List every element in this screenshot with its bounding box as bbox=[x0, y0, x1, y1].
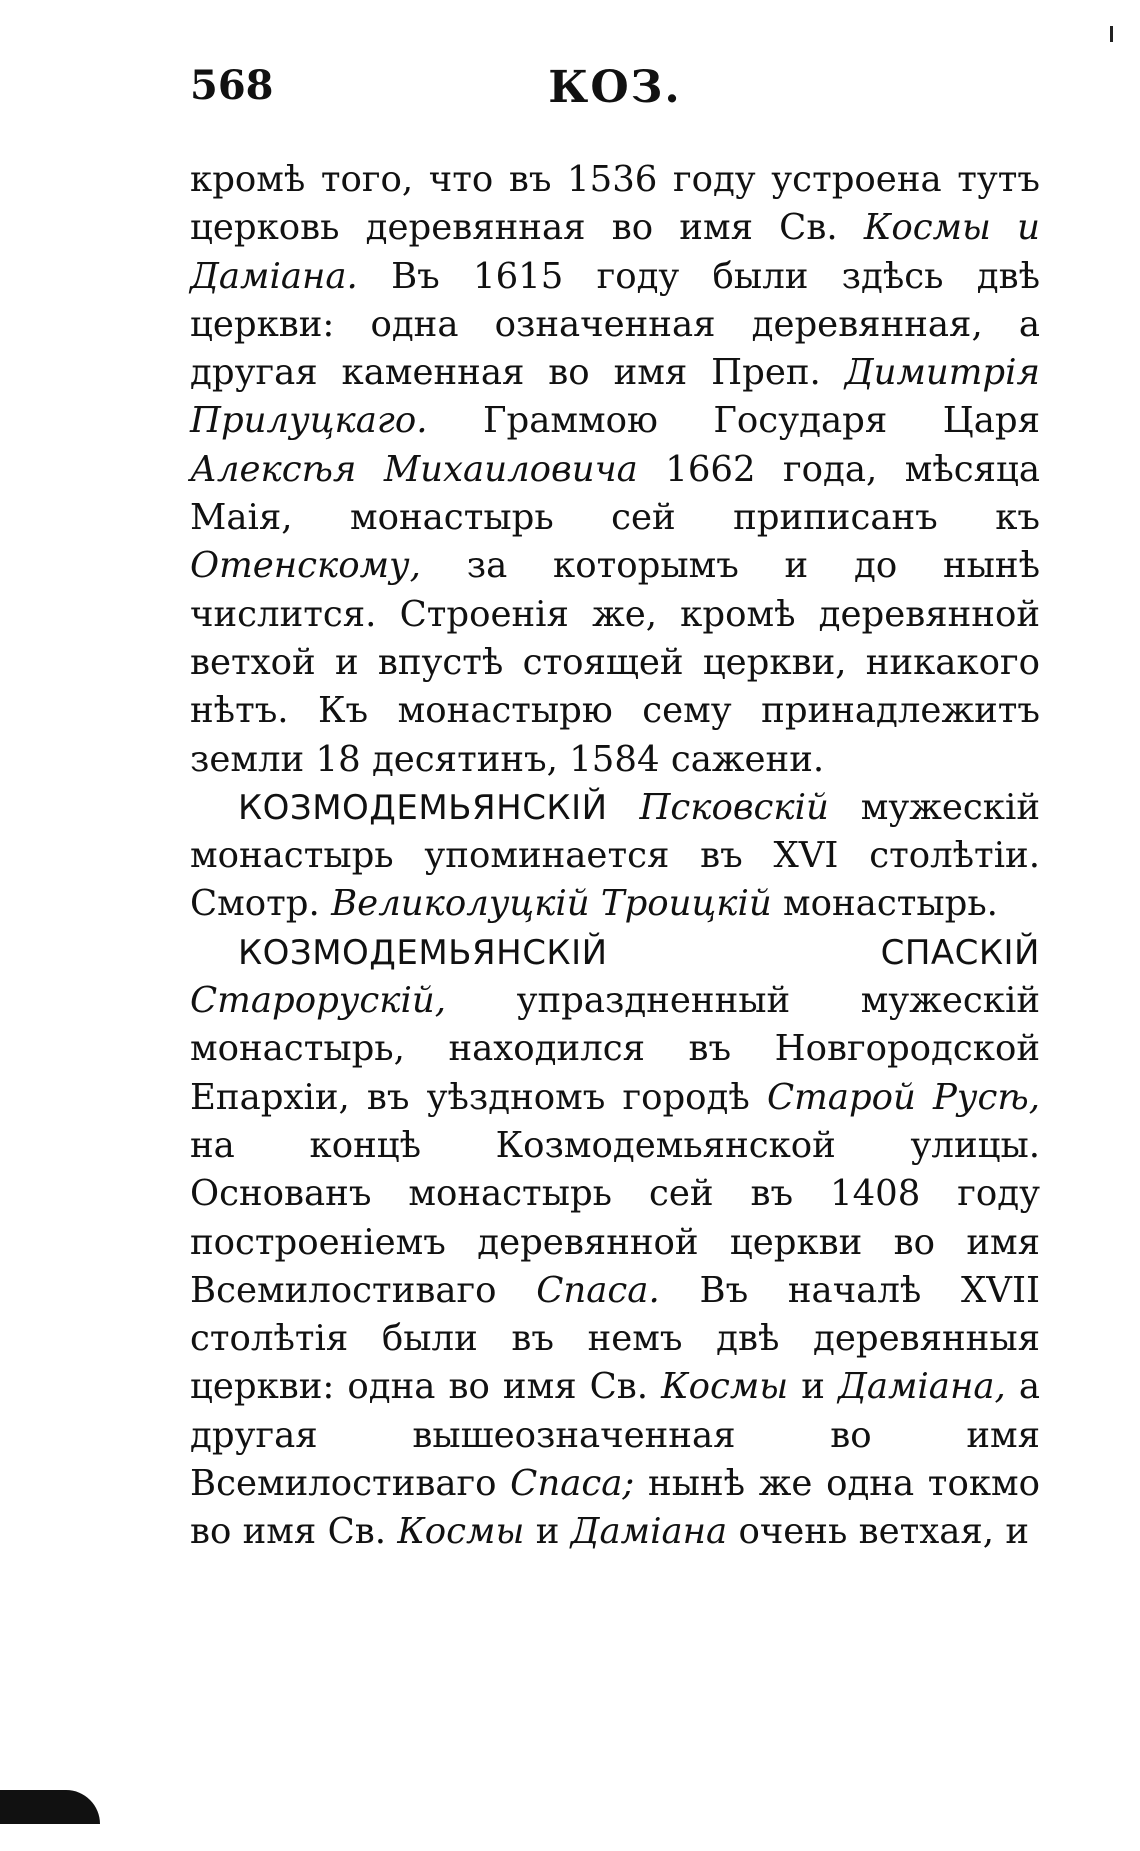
italic-name: Космы bbox=[661, 1366, 789, 1408]
italic-name: Спаса; bbox=[510, 1463, 635, 1505]
page-header bbox=[190, 62, 1050, 122]
paragraph-continuation bbox=[190, 156, 1040, 784]
italic-name: Старой Русѣ, bbox=[766, 1076, 1040, 1118]
italic-name: Алексѣя Михаиловича bbox=[190, 448, 638, 490]
italic-name: Космы bbox=[397, 1511, 525, 1553]
text-run: кромѣ того, что въ 1536 году устроена тутъ церковь деревянная во имя Св. bbox=[190, 159, 1040, 249]
text-run: очень ветхая, и bbox=[727, 1511, 1030, 1553]
text-body bbox=[190, 156, 1040, 1557]
italic-name: Отенскому, bbox=[190, 545, 421, 587]
text-run: и bbox=[524, 1511, 571, 1553]
text-run: Въ началѣ XVII столѣтія были въ немъ двѣ деревянныя церкви: одна во имя Св. bbox=[190, 1269, 1040, 1408]
text-run: нынѣ же одна токмо во имя Св. bbox=[190, 1463, 1040, 1553]
italic-name: Космы и Даміана. bbox=[190, 207, 1040, 297]
italic-name: Даміана, bbox=[837, 1366, 1006, 1408]
italic-name: Псковскій bbox=[639, 786, 829, 828]
text-run: Граммою Государя Царя bbox=[427, 400, 1040, 442]
text-run: на концѣ Козмодемьянской улицы. Основанъ монастырь сей въ 1408 году построеніемъ деревянной церкви во имя Всемилостиваго bbox=[190, 1124, 1040, 1311]
text-run: мужескій монастырь упоминается въ XVI столѣтіи. Смотр. bbox=[190, 786, 1040, 925]
italic-name: Димитрія Прилуцкаго. bbox=[190, 352, 1040, 442]
text-run: упраздненный мужескій монастырь, находился въ Новгородской Епархіи, въ уѣздномъ городѣ bbox=[190, 980, 1040, 1118]
italic-name: Даміана bbox=[570, 1511, 728, 1553]
italic-name: Старорускій, bbox=[190, 980, 446, 1022]
text-run: за которымъ и до нынѣ числится. Строенія же, кромѣ деревянной ветхой и впустѣ стоящей церкви, никакого нѣтъ. Къ монастырю сему принадлежитъ земли 18 десятинъ, 1584 сажени. bbox=[190, 545, 1040, 780]
italic-name: Спаса. bbox=[536, 1269, 660, 1311]
running-head: КОЗ. bbox=[548, 62, 682, 113]
entry-pskov bbox=[190, 784, 1040, 929]
text-run: и bbox=[788, 1366, 838, 1408]
page-number: 568 bbox=[190, 62, 274, 109]
italic-name: Великолуцкій Троицкій bbox=[331, 883, 772, 925]
ink-blot bbox=[0, 1790, 100, 1824]
text-run: монастырь. bbox=[771, 883, 998, 925]
text-run: а другая вышеозначенная во имя Всемилостиваго bbox=[190, 1366, 1040, 1505]
entry-title: КОЗМОДЕМЬЯНСКІЙ СПАСКІЙ bbox=[238, 932, 1040, 973]
entry-title: КОЗМОДЕМЬЯНСКІЙ bbox=[238, 787, 608, 828]
text-run: Въ 1615 году были здѣсь двѣ церкви: одна означенная деревянная, а другая каменная во имя Преп. bbox=[190, 255, 1040, 394]
scan-mark bbox=[1110, 26, 1113, 42]
text-run: 1662 года, мѣсяца Маія, монастырь сей приписанъ къ bbox=[190, 448, 1040, 539]
entry-staraya-russa bbox=[190, 929, 1040, 1557]
